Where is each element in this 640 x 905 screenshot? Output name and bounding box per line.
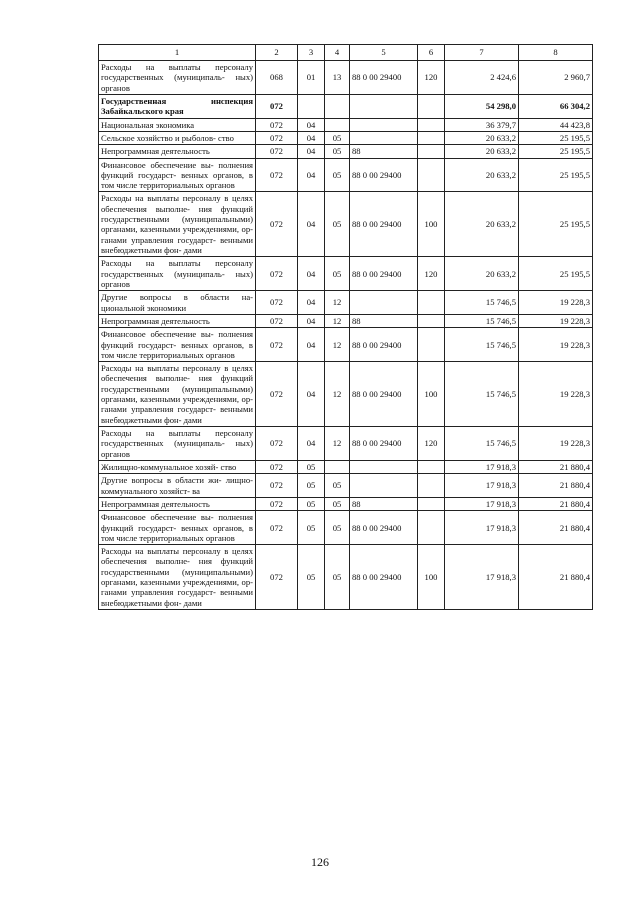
amount-year2-cell: 2 960,7 — [519, 61, 593, 95]
row-name-cell: Национальная экономика — [99, 118, 256, 131]
amount-year1-cell: 36 379,7 — [445, 118, 519, 131]
article-cell: 88 — [350, 314, 418, 327]
expense-type-cell — [418, 314, 445, 327]
article-cell: 88 0 00 29400 — [350, 61, 418, 95]
amount-year1-cell: 15 746,5 — [445, 427, 519, 461]
row-name-cell: Расходы на выплаты персоналу в целях обеспечения выполне- ния функций государственными (муниципальными) органами, казенными учреждениями, ор- ганами управления государст- венными внебюджетными фон- дами — [99, 362, 256, 427]
column-header: 4 — [325, 45, 350, 61]
subsection-cell: 05 — [325, 497, 350, 510]
amount-year2-cell: 25 195,5 — [519, 257, 593, 291]
row-name-cell: Сельское хозяйство и рыболов- ство — [99, 131, 256, 144]
amount-year2-cell: 21 880,4 — [519, 474, 593, 498]
article-cell: 88 0 00 29400 — [350, 192, 418, 257]
subsection-cell: 05 — [325, 158, 350, 192]
table-row — [99, 131, 593, 144]
table-row — [99, 427, 593, 461]
amount-year1-cell: 17 918,3 — [445, 474, 519, 498]
expense-type-cell: 120 — [418, 61, 445, 95]
article-cell: 88 0 00 29400 — [350, 511, 418, 545]
subsection-cell: 12 — [325, 291, 350, 315]
amount-year1-cell: 15 746,5 — [445, 291, 519, 315]
subsection-cell: 12 — [325, 427, 350, 461]
amount-year2-cell: 66 304,2 — [519, 94, 593, 118]
amount-year2-cell: 21 880,4 — [519, 460, 593, 473]
table-row — [99, 145, 593, 158]
row-name-cell: Расходы на выплаты персоналу в целях обеспечения выполне- ния функций государственными (муниципальными) органами, казенными учреждениями, ор- ганами управления государст- венными внебюджетными фон- дами — [99, 192, 256, 257]
amount-year2-cell: 25 195,5 — [519, 131, 593, 144]
subsection-cell — [325, 460, 350, 473]
ministry-code-cell: 072 — [256, 94, 298, 118]
section-cell: 04 — [298, 145, 325, 158]
subsection-cell: 12 — [325, 362, 350, 427]
expense-type-cell — [418, 145, 445, 158]
subsection-cell: 05 — [325, 145, 350, 158]
amount-year1-cell: 17 918,3 — [445, 497, 519, 510]
header-row — [99, 45, 593, 61]
subsection-cell: 12 — [325, 328, 350, 362]
section-cell: 04 — [298, 192, 325, 257]
amount-year2-cell: 21 880,4 — [519, 511, 593, 545]
ministry-code-cell: 072 — [256, 291, 298, 315]
article-cell: 88 — [350, 145, 418, 158]
article-cell: 88 0 00 29400 — [350, 427, 418, 461]
ministry-code-cell: 072 — [256, 118, 298, 131]
amount-year2-cell: 21 880,4 — [519, 497, 593, 510]
expense-type-cell: 120 — [418, 257, 445, 291]
expense-type-cell: 100 — [418, 192, 445, 257]
expense-type-cell — [418, 497, 445, 510]
table-row — [99, 545, 593, 610]
article-cell — [350, 460, 418, 473]
table-row — [99, 158, 593, 192]
amount-year2-cell: 19 228,3 — [519, 427, 593, 461]
subsection-cell: 05 — [325, 474, 350, 498]
section-cell: 04 — [298, 427, 325, 461]
row-name-cell: Расходы на выплаты персоналу государственных (муниципаль- ных) органов — [99, 61, 256, 95]
subsection-cell: 12 — [325, 314, 350, 327]
article-cell — [350, 474, 418, 498]
amount-year1-cell: 17 918,3 — [445, 511, 519, 545]
row-name-cell: Непрограммная деятельность — [99, 497, 256, 510]
section-cell: 04 — [298, 314, 325, 327]
expense-type-cell: 100 — [418, 362, 445, 427]
column-header: 6 — [418, 45, 445, 61]
row-name-cell: Расходы на выплаты персоналу в целях обеспечения выполне- ния функций государственными (муниципальными) органами, казенными учреждениями, ор- ганами управления государст- венными внебюджетными фон- дами — [99, 545, 256, 610]
section-cell: 05 — [298, 545, 325, 610]
section-cell: 04 — [298, 131, 325, 144]
ministry-code-cell: 072 — [256, 427, 298, 461]
table-row — [99, 362, 593, 427]
amount-year2-cell: 19 228,3 — [519, 314, 593, 327]
column-header: 1 — [99, 45, 256, 61]
column-header: 7 — [445, 45, 519, 61]
amount-year1-cell: 20 633,2 — [445, 131, 519, 144]
article-cell: 88 0 00 29400 — [350, 158, 418, 192]
expense-type-cell — [418, 460, 445, 473]
expense-type-cell — [418, 291, 445, 315]
column-header: 5 — [350, 45, 418, 61]
article-cell — [350, 94, 418, 118]
column-header: 3 — [298, 45, 325, 61]
article-cell — [350, 291, 418, 315]
subsection-cell: 05 — [325, 192, 350, 257]
amount-year1-cell: 15 746,5 — [445, 362, 519, 427]
table-row — [99, 192, 593, 257]
table-row — [99, 314, 593, 327]
amount-year1-cell: 17 918,3 — [445, 460, 519, 473]
table-row — [99, 61, 593, 95]
article-cell — [350, 118, 418, 131]
ministry-code-cell: 072 — [256, 545, 298, 610]
amount-year2-cell: 25 195,5 — [519, 158, 593, 192]
subsection-cell — [325, 94, 350, 118]
subsection-cell: 13 — [325, 61, 350, 95]
ministry-code-cell: 068 — [256, 61, 298, 95]
column-header: 8 — [519, 45, 593, 61]
table-body — [99, 45, 593, 610]
amount-year2-cell: 44 423,8 — [519, 118, 593, 131]
amount-year1-cell: 15 746,5 — [445, 314, 519, 327]
amount-year1-cell: 17 918,3 — [445, 545, 519, 610]
subsection-cell: 05 — [325, 545, 350, 610]
row-name-cell: Государственная инспекция Забайкальского края — [99, 94, 256, 118]
table-row — [99, 497, 593, 510]
expense-type-cell — [418, 511, 445, 545]
article-cell: 88 0 00 29400 — [350, 545, 418, 610]
amount-year1-cell: 15 746,5 — [445, 328, 519, 362]
row-name-cell: Другие вопросы в области на- циональной экономики — [99, 291, 256, 315]
amount-year2-cell: 21 880,4 — [519, 545, 593, 610]
ministry-code-cell: 072 — [256, 192, 298, 257]
section-cell: 05 — [298, 474, 325, 498]
amount-year2-cell: 19 228,3 — [519, 362, 593, 427]
section-cell: 05 — [298, 511, 325, 545]
row-name-cell: Другие вопросы в области жи- лищно-коммунального хозяйст- ва — [99, 474, 256, 498]
table-row — [99, 460, 593, 473]
section-cell: 04 — [298, 257, 325, 291]
table-row — [99, 291, 593, 315]
amount-year2-cell: 19 228,3 — [519, 328, 593, 362]
table-row — [99, 328, 593, 362]
article-cell: 88 0 00 29400 — [350, 257, 418, 291]
ministry-code-cell: 072 — [256, 328, 298, 362]
budget-table — [98, 44, 593, 610]
expense-type-cell: 120 — [418, 427, 445, 461]
amount-year2-cell: 25 195,5 — [519, 192, 593, 257]
expense-type-cell — [418, 328, 445, 362]
amount-year1-cell: 20 633,2 — [445, 145, 519, 158]
expense-type-cell — [418, 474, 445, 498]
ministry-code-cell: 072 — [256, 497, 298, 510]
ministry-code-cell: 072 — [256, 460, 298, 473]
subsection-cell: 05 — [325, 131, 350, 144]
expense-type-cell — [418, 94, 445, 118]
article-cell: 88 0 00 29400 — [350, 328, 418, 362]
section-cell: 04 — [298, 158, 325, 192]
amount-year2-cell: 25 195,5 — [519, 145, 593, 158]
ministry-code-cell: 072 — [256, 131, 298, 144]
section-cell: 05 — [298, 497, 325, 510]
section-cell: 01 — [298, 61, 325, 95]
section-cell — [298, 94, 325, 118]
section-cell: 04 — [298, 118, 325, 131]
table-row — [99, 94, 593, 118]
table-row — [99, 257, 593, 291]
amount-year1-cell: 20 633,2 — [445, 257, 519, 291]
row-name-cell: Расходы на выплаты персоналу государственных (муниципаль- ных) органов — [99, 427, 256, 461]
row-name-cell: Расходы на выплаты персоналу государственных (муниципаль- ных) органов — [99, 257, 256, 291]
ministry-code-cell: 072 — [256, 362, 298, 427]
row-name-cell: Финансовое обеспечение вы- полнения функций государст- венных органов, в том числе территориальных органов — [99, 511, 256, 545]
section-cell: 04 — [298, 362, 325, 427]
ministry-code-cell: 072 — [256, 511, 298, 545]
article-cell: 88 — [350, 497, 418, 510]
table-row — [99, 474, 593, 498]
section-cell: 04 — [298, 291, 325, 315]
amount-year1-cell: 2 424,6 — [445, 61, 519, 95]
amount-year1-cell: 20 633,2 — [445, 158, 519, 192]
expense-type-cell — [418, 158, 445, 192]
amount-year1-cell: 54 298,0 — [445, 94, 519, 118]
section-cell: 04 — [298, 328, 325, 362]
ministry-code-cell: 072 — [256, 158, 298, 192]
ministry-code-cell: 072 — [256, 257, 298, 291]
row-name-cell: Жилищно-коммунальное хозяй- ство — [99, 460, 256, 473]
expense-type-cell — [418, 131, 445, 144]
column-header: 2 — [256, 45, 298, 61]
row-name-cell: Непрограммная деятельность — [99, 145, 256, 158]
row-name-cell: Финансовое обеспечение вы- полнения функций государст- венных органов, в том числе территориальных органов — [99, 158, 256, 192]
subsection-cell: 05 — [325, 511, 350, 545]
ministry-code-cell: 072 — [256, 474, 298, 498]
row-name-cell: Финансовое обеспечение вы- полнения функций государст- венных органов, в том числе территориальных органов — [99, 328, 256, 362]
amount-year2-cell: 19 228,3 — [519, 291, 593, 315]
table-row — [99, 511, 593, 545]
expense-type-cell — [418, 118, 445, 131]
subsection-cell: 05 — [325, 257, 350, 291]
page-number: 126 — [311, 855, 329, 869]
ministry-code-cell: 072 — [256, 145, 298, 158]
subsection-cell — [325, 118, 350, 131]
expense-type-cell: 100 — [418, 545, 445, 610]
amount-year1-cell: 20 633,2 — [445, 192, 519, 257]
ministry-code-cell: 072 — [256, 314, 298, 327]
table-row — [99, 118, 593, 131]
article-cell: 88 0 00 29400 — [350, 362, 418, 427]
section-cell: 05 — [298, 460, 325, 473]
article-cell — [350, 131, 418, 144]
row-name-cell: Непрограммная деятельность — [99, 314, 256, 327]
